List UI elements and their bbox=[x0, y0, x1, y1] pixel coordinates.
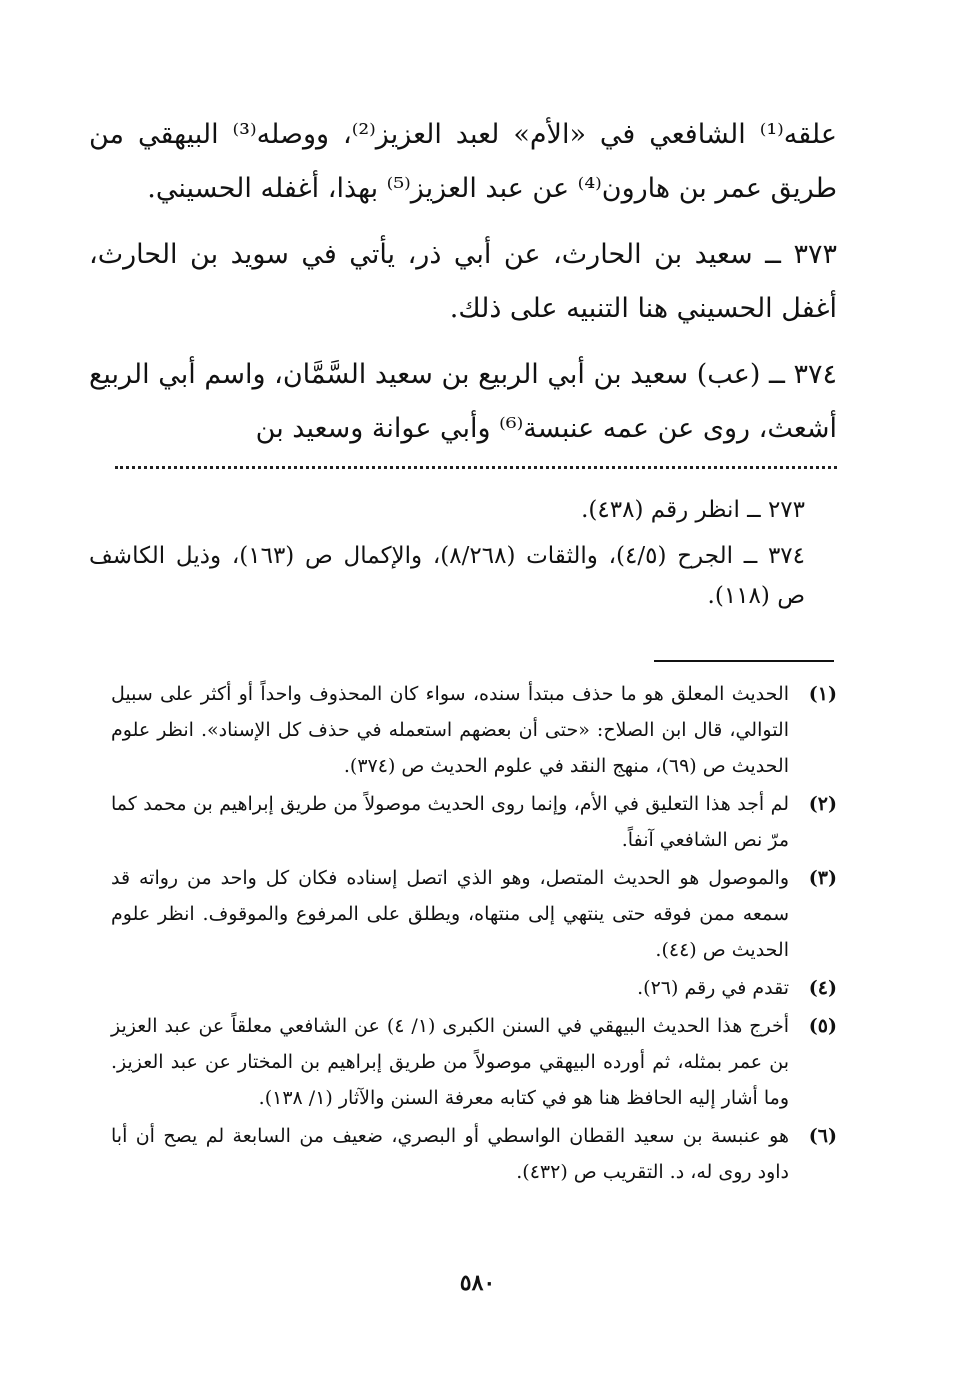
entry-374: ٣٧٤ ــ (عب) سعيد بن أبي الربيع بن سعيد السَّمَّان، واسم أبي الربيع أشعث، روى عن عمه عنبسة⁽⁶⁾ وأبي عوانة وسعيد بن bbox=[89, 359, 837, 444]
footnote-text: هو عنبسة بن سعيد القطان الواسطي أو البصري، ضعيف من السابعة لم يصح أن أبا داود روى له، د. التقريب ص (٤٣٢). bbox=[111, 1125, 789, 1183]
footnote bbox=[111, 1008, 837, 1116]
footnote bbox=[111, 860, 837, 968]
footnote-text: لم أجد هذا التعليق في الأم، وإنما روى الحديث موصولاً من طريق إبراهيم بن محمد كما مرّ نص الشافعي آنفاً. bbox=[111, 793, 789, 851]
dotted-separator bbox=[115, 466, 837, 479]
footnote-rule bbox=[654, 660, 834, 662]
entry-references bbox=[89, 490, 805, 622]
footnote-number: (٣) bbox=[808, 867, 837, 889]
footnote bbox=[111, 1118, 837, 1190]
footnote-number: (٦) bbox=[808, 1125, 837, 1147]
footnote-text: الحديث المعلق هو ما حذف مبتدأ سنده، سواء كان المحذوف واحداً أو أكثر على سبيل التوالي، قال ابن الصلاح: «حتى أن بعضهم استعمله في حذف كل الإسناد». انظر علوم الحديث ص (٦٩)، منهج النقد في علوم الحديث ص (٣٧٤). bbox=[111, 683, 789, 777]
footnote bbox=[111, 676, 837, 784]
footnote bbox=[111, 786, 837, 858]
footnote-number: (٤) bbox=[808, 977, 837, 999]
page-number: ٥٨٠ bbox=[459, 1270, 496, 1296]
reference-373: ٢٧٣ ــ انظر رقم (٤٣٨). bbox=[581, 497, 805, 523]
entry-373: ٣٧٣ ــ سعيد بن الحارث، عن أبي ذر، يأتي في سويد بن الحارث، أغفل الحسيني هنا التنبيه على ذلك. bbox=[89, 239, 837, 324]
footnote-text: أخرج هذا الحديث البيهقي في السنن الكبرى (١/ ٤) عن الشافعي معلقاً عن عبد العزيز بن عمر بمثله، ثم أورده البيهقي موصولاً من طريق إبراهيم بن المختار عن عبد العزيز. وما أشار إليه الحافظ هنا هو في كتابه معرفة السنن والآثار (١/ ١٣٨). bbox=[111, 1015, 789, 1109]
footnote-number: (٢) bbox=[808, 793, 837, 815]
footnotes bbox=[111, 676, 837, 1192]
footnote-number: (١) bbox=[808, 683, 837, 705]
main-text bbox=[89, 108, 837, 468]
reference-374: ٣٧٤ ــ الجرح (٤/٥)، والثقات (٨/٢٦٨)، والإكمال ص (١٦٣)، وذيل الكاشف ص (١١٨). bbox=[89, 543, 806, 609]
main-paragraph: علقه⁽¹⁾ الشافعي في «الأم» لعبد العزيز⁽²⁾، ووصله⁽³⁾ البيهقي من طريق عمر بن هارون⁽⁴⁾ عن عبد العزيز⁽⁵⁾ بهذا، أغفله الحسيني. bbox=[89, 119, 837, 204]
footnote bbox=[111, 970, 837, 1006]
footnote-number: (٥) bbox=[808, 1015, 837, 1037]
footnote-text: والموصول هو الحديث المتصل، وهو الذي اتصل إسناده فكان كل واحد من رواته قد سمعه ممن فوقه حتى ينتهي إلى منتهاه، ويطلق على المرفوع والموقوف. انظر علوم الحديث ص (٤٤). bbox=[111, 867, 789, 961]
footnote-text: تقدم في رقم (٢٦). bbox=[637, 977, 789, 999]
